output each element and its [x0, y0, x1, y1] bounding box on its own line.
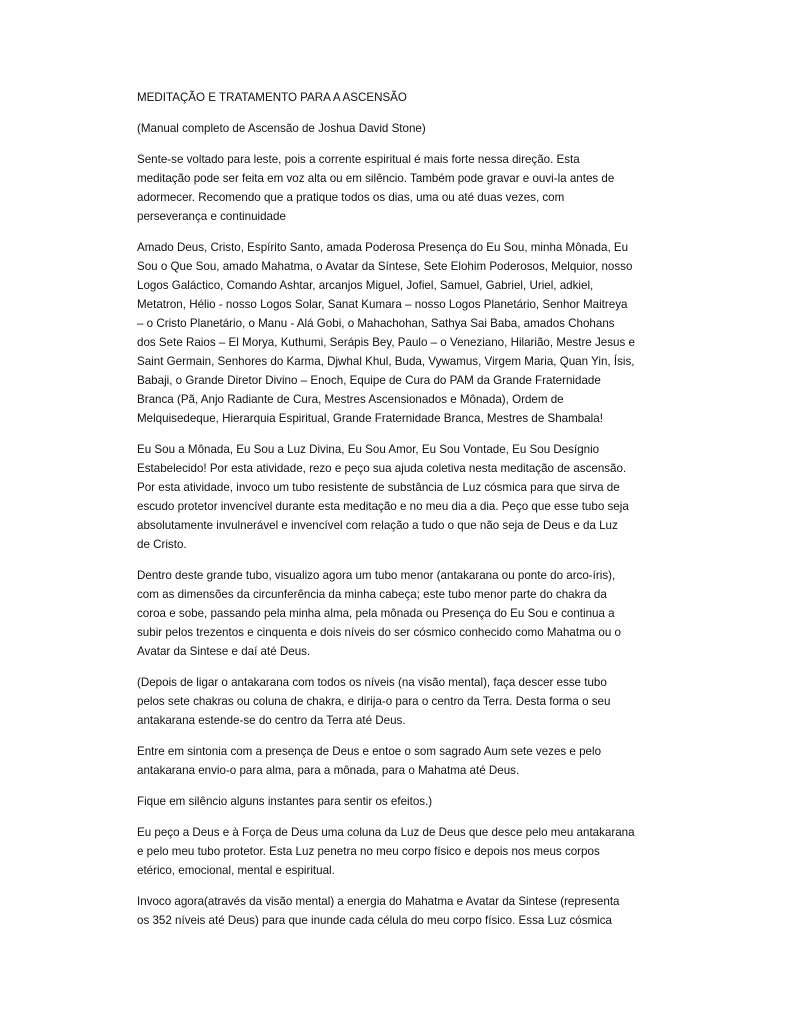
text-line: de Cristo. [137, 538, 187, 551]
paragraph [137, 150, 667, 226]
paragraph [137, 238, 667, 428]
text-line: perseverança e continuidade [137, 210, 286, 223]
text-line: Eu peço a Deus e à Força de Deus uma coluna da Luz de Deus que desce pelo meu antakarana [137, 826, 635, 839]
text-line: Dentro deste grande tubo, visualizo agora um tubo menor (antakarana ou ponte do arco-íris), [137, 569, 616, 582]
text-line: os 352 níveis até Deus) para que inunde cada célula do meu corpo físico. Essa Luz cósmica [137, 914, 612, 927]
paragraph [137, 823, 667, 880]
document-body [137, 150, 667, 930]
text-line: Sou o Que Sou, amado Mahatma, o Avatar da Síntese, Sete Elohim Poderosos, Melquior, nosso [137, 260, 633, 273]
text-line: e pelo meu tubo protetor. Esta Luz penetra no meu corpo físico e depois nos meus corpos [137, 845, 600, 858]
text-line: Estabelecido! Por esta atividade, rezo e peço sua ajuda coletiva nesta meditação de ascensão. [137, 462, 627, 475]
text-line: Avatar da Sintese e daí até Deus. [137, 645, 311, 658]
text-line: dos Sete Raios – El Morya, Kuthumi, Serápis Bey, Paulo – o Veneziano, Hilarião, Mestre Jesus e [137, 336, 635, 349]
text-line: Invoco agora(através da visão mental) a energia do Mahatma e Avatar da Sintese (representa [137, 895, 620, 908]
text-line: – o Cristo Planetário, o Manu - Alá Gobi, o Mahachohan, Sathya Sai Baba, amados Chohans [137, 317, 615, 330]
paragraph [137, 440, 667, 554]
text-line: Metatron, Hélio - nosso Logos Solar, Sanat Kumara – nosso Logos Planetário, Senhor Maitreya [137, 298, 628, 311]
text-line: antakarana estende-se do centro da Terra até Deus. [137, 714, 406, 727]
text-line: antakarana envio-o para alma, para a mônada, para o Mahatma até Deus. [137, 764, 520, 777]
paragraph [137, 673, 667, 730]
text-line: Sente-se voltado para leste, pois a corrente espiritual é mais forte nessa direção. Esta [137, 153, 580, 166]
paragraph [137, 792, 667, 811]
text-line: Saint Germain, Senhores do Karma, Djwhal Khul, Buda, Vywamus, Virgem Maria, Quan Yin, Ísis, [137, 355, 635, 368]
text-line: meditação pode ser feita em voz alta ou em silêncio. Também pode gravar e ouvi-la antes de [137, 172, 615, 185]
text-line: Branca (Pã, Anjo Radiante de Cura, Mestres Ascensionados e Mônada), Ordem de [137, 393, 564, 406]
paragraph [137, 566, 667, 661]
text-line: pelos sete chakras ou coluna de chakra, e dirija-o para o centro da Terra. Desta forma o seu [137, 695, 611, 708]
text-line: Logos Galáctico, Comando Ashtar, arcanjos Miguel, Jofiel, Samuel, Gabriel, Uriel, adkiel, [137, 279, 594, 292]
paragraph [137, 742, 667, 780]
text-line: Amado Deus, Cristo, Espírito Santo, amada Poderosa Presença do Eu Sou, minha Mônada, Eu [137, 241, 629, 254]
text-line: Eu Sou a Mônada, Eu Sou a Luz Divina, Eu Sou Amor, Eu Sou Vontade, Eu Sou Desígnio [137, 443, 600, 456]
text-line: etérico, emocional, mental e espiritual. [137, 864, 335, 877]
text-line: Babaji, o Grande Diretor Divino – Enoch, Equipe de Cura do PAM da Grande Fraternidade [137, 374, 601, 387]
document-title: MEDITAÇÃO E TRATAMENTO PARA A ASCENSÃO [137, 91, 407, 104]
text-line: com as dimensões da circunferência da minha cabeça; este tubo menor parte do chakra da [137, 588, 607, 601]
text-line: Entre em sintonia com a presença de Deus e entoe o som sagrado Aum sete vezes e pelo [137, 745, 602, 758]
text-line: subir pelos trezentos e cinquenta e dois níveis do ser cósmico conhecido como Mahatma ou o [137, 626, 621, 639]
document-page [137, 88, 667, 942]
text-line: absolutamente invulnerável e invencível com relação a tudo o que não seja de Deus e da Luz [137, 519, 618, 532]
paragraph [137, 892, 667, 930]
text-line: (Depois de ligar o antakarana com todos os níveis (na visão mental), faça descer esse tubo [137, 676, 607, 689]
text-line: Fique em silêncio alguns instantes para sentir os efeitos.) [137, 795, 433, 808]
text-line: escudo protetor invencível durante esta meditação e no meu dia a dia. Peço que esse tubo seja [137, 500, 629, 513]
text-line: coroa e sobe, passando pela minha alma, pela mônada ou Presença do Eu Sou e continua a [137, 607, 615, 620]
text-line: Melquisedeque, Hierarquia Espiritual, Grande Fraternidade Branca, Mestres de Shambala! [137, 412, 603, 425]
document-subtitle: (Manual completo de Ascensão de Joshua David Stone) [137, 122, 426, 135]
text-line: Por esta atividade, invoco um tubo resistente de substância de Luz cósmica para que sirva de [137, 481, 620, 494]
text-line: adormecer. Recomendo que a pratique todos os dias, uma ou até duas vezes, com [137, 191, 565, 204]
